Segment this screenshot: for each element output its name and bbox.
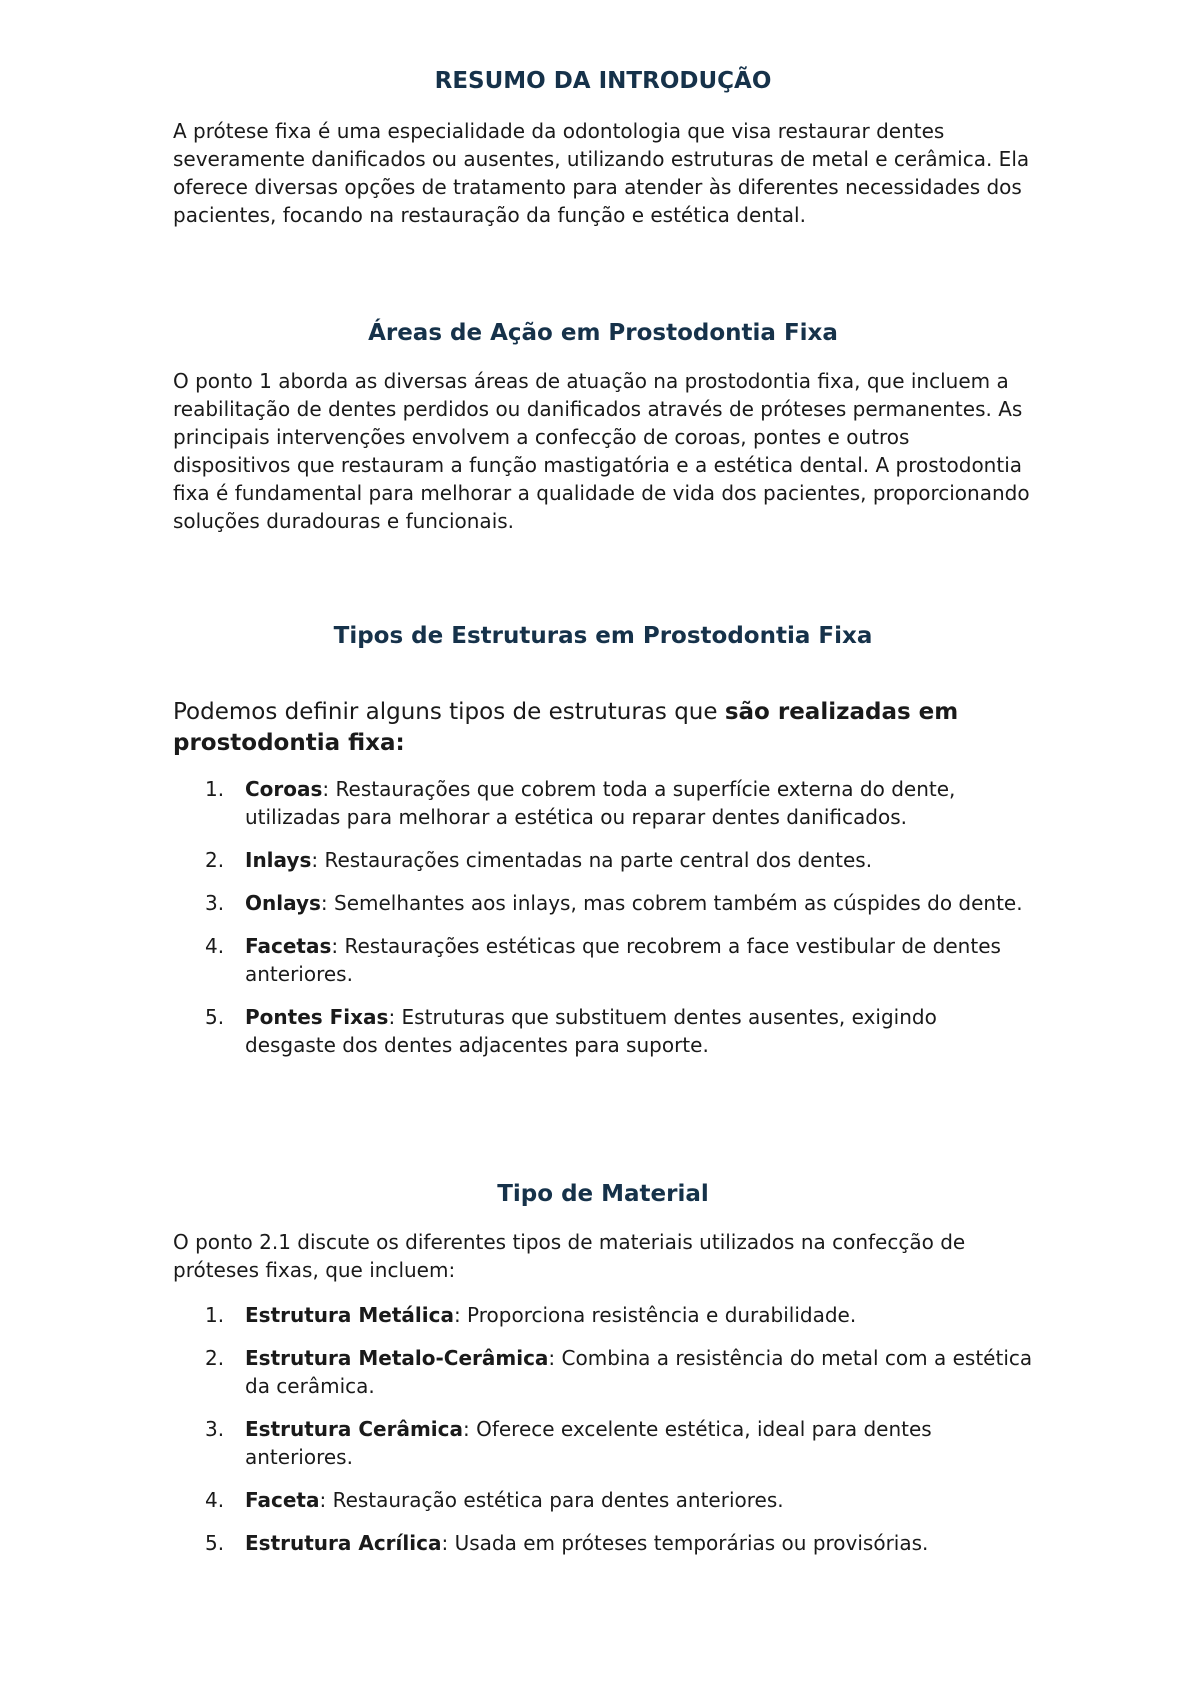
list-desc: : Proporciona resistência e durabilidade. bbox=[453, 1303, 857, 1327]
list-desc: : Restaurações estéticas que recobrem a face vestibular de dentes anteriores. bbox=[245, 934, 1001, 986]
list-estruturas bbox=[173, 775, 1033, 1074]
section-heading-areas: Áreas de Ação em Prostodontia Fixa bbox=[368, 320, 838, 346]
section-heading-tipos: Tipos de Estruturas em Prostodontia Fixa bbox=[333, 623, 873, 649]
list-number: 1. bbox=[205, 777, 225, 801]
list-term: Estrutura Metálica bbox=[245, 1303, 454, 1327]
lead-paragraph-tipos bbox=[173, 697, 1033, 759]
list-term: Coroas bbox=[245, 777, 323, 801]
list-item bbox=[173, 1529, 1033, 1557]
list-item bbox=[173, 889, 1033, 917]
list-term: Faceta bbox=[245, 1488, 320, 1512]
list-desc: : Estruturas que substituem dentes ausentes, exigindo desgaste dos dentes adjacentes para suporte. bbox=[245, 1005, 937, 1057]
paragraph-areas: O ponto 1 aborda as diversas áreas de atuação na prostodontia fixa, que incluem a reabilitação de dentes perdidos ou danificados através de próteses permanentes. As principais intervenções envolvem a confecção de coroas, pontes e outros dispositivos que restauram a função mastigatória e a estética dental. A prostodontia fixa é fundamental para melhorar a qualidade de vida dos pacientes, proporcionando soluções duradouras e funcionais. bbox=[173, 369, 1030, 533]
list-item bbox=[173, 1003, 1033, 1059]
list-term: Estrutura Metalo-Cerâmica bbox=[245, 1346, 549, 1370]
paragraph-resumo: A prótese fixa é uma especialidade da odontologia que visa restaurar dentes severamente danificados ou ausentes, utilizando estruturas de metal e cerâmica. Ela oferece diversas opções de tratamento para atender às diferentes necessidades dos pacientes, focando na restauração da função e estética dental. bbox=[173, 119, 1030, 227]
list-number: 2. bbox=[205, 848, 225, 872]
list-term: Onlays bbox=[245, 891, 321, 915]
list-item bbox=[173, 1415, 1033, 1471]
list-item bbox=[173, 1344, 1033, 1400]
list-number: 2. bbox=[205, 1346, 225, 1370]
list-term: Estrutura Acrílica bbox=[245, 1531, 442, 1555]
list-term: Facetas bbox=[245, 934, 332, 958]
list-desc: : Combina a resistência do metal com a estética da cerâmica. bbox=[245, 1346, 1033, 1398]
list-number: 4. bbox=[205, 1488, 225, 1512]
list-desc: : Usada em próteses temporárias ou provisórias. bbox=[441, 1531, 929, 1555]
list-desc: : Restauração estética para dentes anteriores. bbox=[319, 1488, 784, 1512]
list-number: 5. bbox=[205, 1531, 225, 1555]
list-term: Estrutura Cerâmica bbox=[245, 1417, 463, 1441]
list-desc: : Restaurações cimentadas na parte central dos dentes. bbox=[311, 848, 873, 872]
list-number: 3. bbox=[205, 891, 225, 915]
list-term: Inlays bbox=[245, 848, 312, 872]
list-desc: : Semelhantes aos inlays, mas cobrem também as cúspides do dente. bbox=[320, 891, 1023, 915]
list-number: 1. bbox=[205, 1303, 225, 1327]
lead-text: Podemos definir alguns tipos de estruturas que bbox=[173, 699, 725, 725]
list-item bbox=[173, 1301, 1033, 1329]
list-number: 4. bbox=[205, 934, 225, 958]
list-item bbox=[173, 775, 1033, 831]
list-item bbox=[173, 846, 1033, 874]
section-heading-resumo: RESUMO DA INTRODUÇÃO bbox=[434, 68, 772, 94]
list-desc: : Restaurações que cobrem toda a superfície externa do dente, utilizadas para melhorar a estética ou reparar dentes danificados. bbox=[245, 777, 956, 829]
list-desc: : Oferece excelente estética, ideal para dentes anteriores. bbox=[245, 1417, 932, 1469]
paragraph-material: O ponto 2.1 discute os diferentes tipos de materiais utilizados na confecção de próteses fixas, que incluem: bbox=[173, 1230, 966, 1282]
list-number: 5. bbox=[205, 1005, 225, 1029]
lead-bold-text: são realizadas em prostodontia fixa: bbox=[173, 699, 959, 756]
list-term: Pontes Fixas bbox=[245, 1005, 389, 1029]
list-item bbox=[173, 1486, 1033, 1514]
section-heading-material: Tipo de Material bbox=[497, 1181, 709, 1207]
list-number: 3. bbox=[205, 1417, 225, 1441]
list-item bbox=[173, 932, 1033, 988]
list-materiais bbox=[173, 1301, 1033, 1572]
